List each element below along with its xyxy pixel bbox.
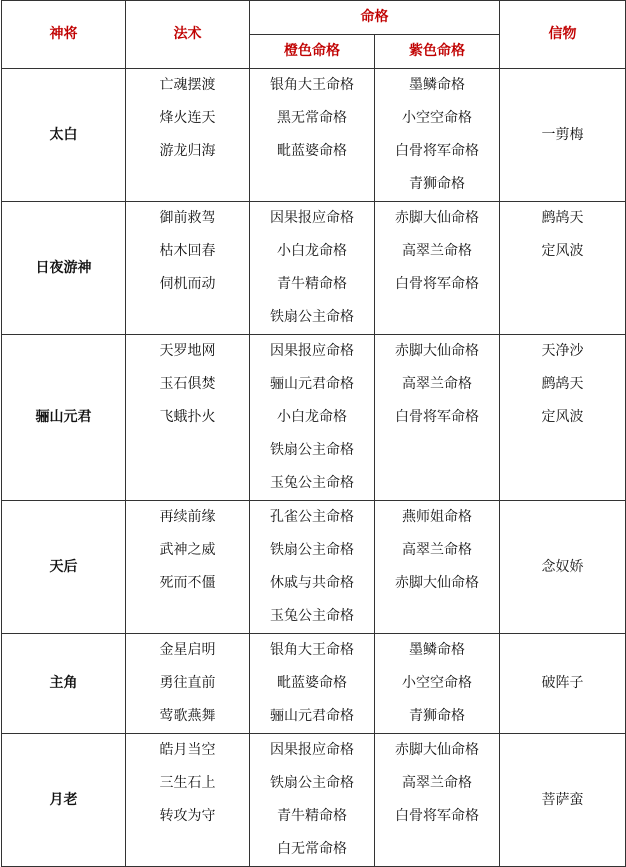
purple-mingge-item: 白骨将军命格 bbox=[395, 409, 479, 425]
header-purple-mingge: 紫色命格 bbox=[375, 35, 500, 69]
orange-mingge-cell bbox=[250, 202, 375, 335]
spell-item: 三生石上 bbox=[159, 775, 216, 791]
orange-mingge-cell bbox=[250, 501, 375, 634]
spell-item: 武神之威 bbox=[159, 542, 216, 558]
purple-mingge-cell bbox=[375, 501, 500, 634]
spell-cell bbox=[126, 335, 250, 501]
orange-mingge-item: 骊山元君命格 bbox=[270, 376, 354, 392]
table-body bbox=[2, 69, 626, 867]
spell-item: 金星启明 bbox=[159, 642, 216, 658]
spell-item: 亡魂摆渡 bbox=[159, 77, 216, 93]
spell-item: 转攻为守 bbox=[159, 808, 216, 824]
purple-mingge-item: 小空空命格 bbox=[402, 675, 472, 691]
orange-mingge-item: 铁扇公主命格 bbox=[270, 542, 354, 558]
orange-mingge-item: 黑无常命格 bbox=[277, 110, 347, 126]
purple-mingge-item: 赤脚大仙命格 bbox=[395, 742, 479, 758]
spell-item: 勇往直前 bbox=[159, 675, 216, 691]
token-item: 一剪梅 bbox=[541, 126, 584, 143]
orange-mingge-cell bbox=[250, 335, 375, 501]
general-name: 骊山元君 bbox=[2, 335, 126, 501]
purple-mingge-item: 燕师姐命格 bbox=[402, 509, 472, 525]
table-row bbox=[2, 501, 626, 634]
mingge-table bbox=[1, 0, 626, 867]
general-name: 日夜游神 bbox=[2, 202, 126, 335]
general-name: 天后 bbox=[2, 501, 126, 634]
purple-mingge-cell bbox=[375, 335, 500, 501]
orange-mingge-item: 休戚与共命格 bbox=[270, 575, 354, 591]
token-item: 鹧鸪天 bbox=[541, 376, 584, 392]
spell-item: 枯木回春 bbox=[159, 243, 216, 259]
token-item: 破阵子 bbox=[541, 675, 584, 691]
spell-item: 天罗地网 bbox=[159, 343, 216, 359]
orange-mingge-item: 小白龙命格 bbox=[277, 243, 347, 259]
spell-cell bbox=[126, 202, 250, 335]
header-general: 神将 bbox=[2, 1, 126, 69]
token-item: 菩萨蛮 bbox=[541, 791, 584, 808]
table-row bbox=[2, 202, 626, 335]
table-row bbox=[2, 69, 626, 202]
orange-mingge-item: 骊山元君命格 bbox=[270, 708, 354, 724]
orange-mingge-item: 银角大王命格 bbox=[270, 77, 354, 93]
purple-mingge-item: 白骨将军命格 bbox=[395, 276, 479, 292]
spell-item: 皓月当空 bbox=[159, 742, 216, 758]
token-cell bbox=[500, 202, 626, 335]
orange-mingge-item: 玉兔公主命格 bbox=[270, 608, 354, 624]
purple-mingge-item: 白骨将军命格 bbox=[395, 143, 479, 159]
purple-mingge-item: 高翠兰命格 bbox=[402, 243, 472, 259]
purple-mingge-cell bbox=[375, 69, 500, 202]
orange-mingge-item: 孔雀公主命格 bbox=[270, 509, 354, 525]
orange-mingge-item: 银角大王命格 bbox=[270, 642, 354, 658]
spell-item: 御前救驾 bbox=[159, 210, 216, 226]
orange-mingge-item: 铁扇公主命格 bbox=[270, 309, 354, 325]
header-mingge: 命格 bbox=[250, 1, 500, 35]
general-name: 月老 bbox=[2, 734, 126, 867]
token-item: 鹧鸪天 bbox=[541, 210, 584, 226]
orange-mingge-item: 铁扇公主命格 bbox=[270, 775, 354, 791]
spell-item: 烽火连天 bbox=[159, 110, 216, 126]
token-cell bbox=[500, 501, 626, 634]
table-row bbox=[2, 335, 626, 501]
orange-mingge-item: 毗蓝婆命格 bbox=[277, 143, 347, 159]
spell-cell bbox=[126, 734, 250, 867]
orange-mingge-cell bbox=[250, 734, 375, 867]
orange-mingge-cell bbox=[250, 634, 375, 734]
purple-mingge-item: 赤脚大仙命格 bbox=[395, 575, 479, 591]
purple-mingge-item: 墨鳞命格 bbox=[409, 77, 465, 93]
orange-mingge-item: 毗蓝婆命格 bbox=[277, 675, 347, 691]
orange-mingge-item: 因果报应命格 bbox=[270, 742, 354, 758]
purple-mingge-cell bbox=[375, 734, 500, 867]
header-token: 信物 bbox=[500, 1, 626, 69]
purple-mingge-item: 赤脚大仙命格 bbox=[395, 343, 479, 359]
orange-mingge-item: 因果报应命格 bbox=[270, 343, 354, 359]
general-name: 太白 bbox=[2, 69, 126, 202]
purple-mingge-item: 高翠兰命格 bbox=[402, 775, 472, 791]
spell-item: 游龙归海 bbox=[159, 143, 216, 159]
header-spells: 法术 bbox=[126, 1, 250, 69]
purple-mingge-item: 高翠兰命格 bbox=[402, 376, 472, 392]
orange-mingge-item: 因果报应命格 bbox=[270, 210, 354, 226]
spell-item: 莺歌燕舞 bbox=[159, 708, 216, 724]
spell-cell bbox=[126, 634, 250, 734]
orange-mingge-item: 铁扇公主命格 bbox=[270, 442, 354, 458]
orange-mingge-item: 小白龙命格 bbox=[277, 409, 347, 425]
purple-mingge-item: 高翠兰命格 bbox=[402, 542, 472, 558]
spell-cell bbox=[126, 501, 250, 634]
orange-mingge-cell bbox=[250, 69, 375, 202]
token-cell bbox=[500, 734, 626, 867]
table-row bbox=[2, 634, 626, 734]
purple-mingge-item: 赤脚大仙命格 bbox=[395, 210, 479, 226]
orange-mingge-item: 玉兔公主命格 bbox=[270, 475, 354, 491]
orange-mingge-item: 青牛精命格 bbox=[277, 276, 347, 292]
purple-mingge-item: 白骨将军命格 bbox=[395, 808, 479, 824]
spell-cell bbox=[126, 69, 250, 202]
spell-item: 飞蛾扑火 bbox=[159, 409, 216, 425]
purple-mingge-item: 青狮命格 bbox=[409, 708, 465, 724]
header-orange-mingge: 橙色命格 bbox=[250, 35, 375, 69]
purple-mingge-item: 墨鳞命格 bbox=[409, 642, 465, 658]
token-item: 定风波 bbox=[541, 243, 584, 259]
purple-mingge-item: 小空空命格 bbox=[402, 110, 472, 126]
spell-item: 玉石俱焚 bbox=[159, 376, 216, 392]
orange-mingge-item: 青牛精命格 bbox=[277, 808, 347, 824]
spell-item: 伺机而动 bbox=[159, 276, 216, 292]
token-cell bbox=[500, 69, 626, 202]
purple-mingge-cell bbox=[375, 202, 500, 335]
token-item: 念奴娇 bbox=[541, 558, 584, 575]
token-cell bbox=[500, 634, 626, 734]
spell-item: 死而不僵 bbox=[159, 575, 216, 591]
spell-item: 再续前缘 bbox=[159, 509, 216, 525]
table-row bbox=[2, 734, 626, 867]
token-item: 定风波 bbox=[541, 409, 584, 425]
token-item: 天净沙 bbox=[541, 343, 584, 359]
token-cell bbox=[500, 335, 626, 501]
orange-mingge-item: 白无常命格 bbox=[277, 841, 347, 857]
general-name: 主角 bbox=[2, 634, 126, 734]
purple-mingge-cell bbox=[375, 634, 500, 734]
purple-mingge-item: 青狮命格 bbox=[409, 176, 465, 192]
